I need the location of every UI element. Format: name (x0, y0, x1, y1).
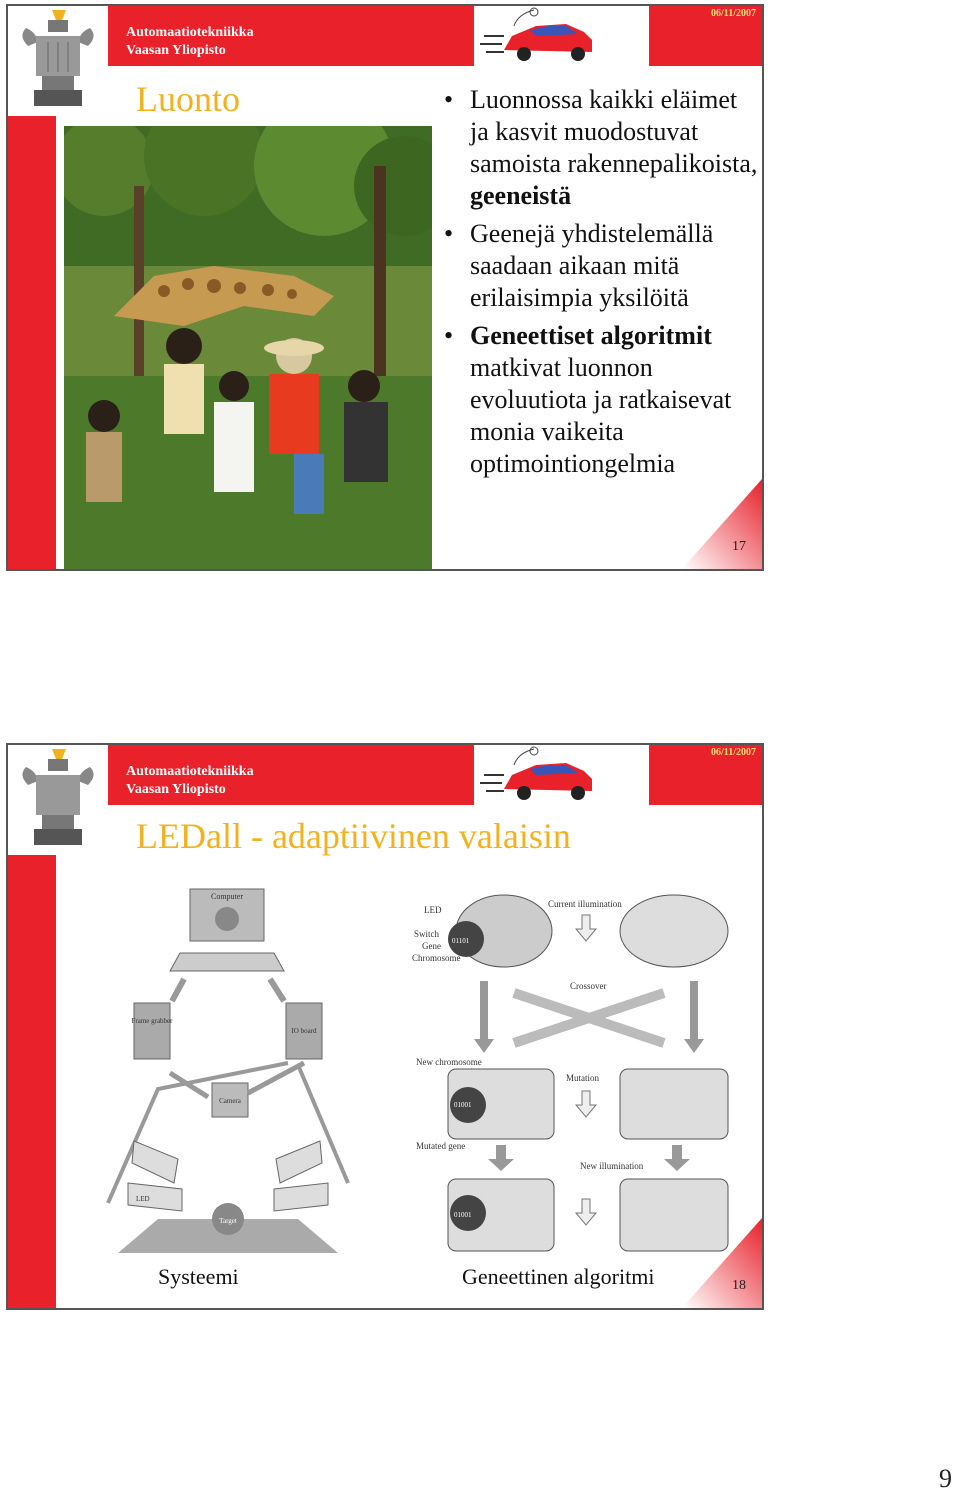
crossover-label: Crossover (570, 981, 607, 991)
genetic-algorithm-diagram (404, 883, 744, 1263)
caption-genetic-algorithm: Geneettinen algoritmi (462, 1264, 655, 1289)
bullet-item (442, 320, 762, 480)
bullet-bold-text: geeneistä (470, 181, 572, 210)
university-logo (8, 6, 108, 116)
switch-label: Switch (414, 929, 440, 939)
bullet-item (442, 218, 762, 314)
document-page-number: 9 (939, 1464, 952, 1493)
corner-decoration (682, 1218, 762, 1308)
mutated-gene-label: Mutated gene (416, 1141, 466, 1151)
bullet-text: Geenejä yhdistelemällä saadaan aikaan mitä erilaisimpia yksilöitä (470, 219, 714, 312)
slide-17 (6, 4, 764, 571)
institution-line2: Vaasan Yliopisto (126, 43, 226, 58)
slide-title: LEDall - adaptiivinen valaisin (136, 816, 571, 856)
computer-label: Computer (211, 892, 243, 901)
corner-decoration (682, 479, 762, 569)
bullet-text: matkivat luonnon evoluutiota ja ratkaisevat monia vaikeita optimointiongelmia (470, 353, 732, 478)
mutation-label: Mutation (566, 1073, 599, 1083)
slide-page-number: 18 (732, 1278, 746, 1293)
slide-18 (6, 743, 764, 1310)
car-logo (474, 6, 649, 66)
led-gene-label: LED (424, 905, 442, 915)
slide-date: 06/11/2007 (710, 747, 756, 758)
slide-date: 06/11/2007 (710, 8, 756, 19)
institution-line1: Automaatiotekniikka (126, 25, 254, 40)
system-diagram (98, 883, 368, 1263)
bullet-bold-text: Geneettiset algoritmit (470, 321, 712, 350)
bits-label-3: 01001 (454, 1211, 472, 1219)
bits-label-2: 01001 (454, 1101, 472, 1109)
institution-line1: Automaatiotekniikka (126, 764, 254, 779)
institution-name (126, 24, 254, 60)
target-label: Target (219, 1217, 237, 1225)
university-logo (8, 745, 108, 855)
bits-label: 01101 (452, 937, 470, 945)
institution-line2: Vaasan Yliopisto (126, 782, 226, 797)
institution-name (126, 763, 254, 799)
new-illumination-label: New illumination (580, 1161, 644, 1171)
slide-title: Luonto (136, 79, 240, 119)
left-red-bar (8, 805, 56, 1310)
frame-grabber-label: Frame grabber (131, 1017, 173, 1025)
slide-page-number: 17 (732, 539, 746, 554)
giraffe-zoo-photo (64, 126, 432, 571)
bullet-item (442, 84, 762, 212)
bullet-text: Luonnossa kaikki eläimet ja kasvit muodostuvat samoista rakennepalikoista, (470, 85, 758, 178)
new-chromosome-label: New chromosome (416, 1057, 482, 1067)
caption-system: Systeemi (158, 1264, 239, 1289)
car-logo (474, 745, 649, 805)
left-red-bar (8, 66, 56, 571)
led-label: LED (136, 1195, 150, 1203)
chromosome-label: Chromosome (412, 953, 461, 963)
current-illumination-label: Current illumination (548, 899, 622, 909)
io-board-label: IO board (291, 1027, 317, 1035)
bullet-list (442, 84, 762, 486)
gene-label: Gene (422, 941, 441, 951)
camera-label: Camera (219, 1097, 241, 1105)
